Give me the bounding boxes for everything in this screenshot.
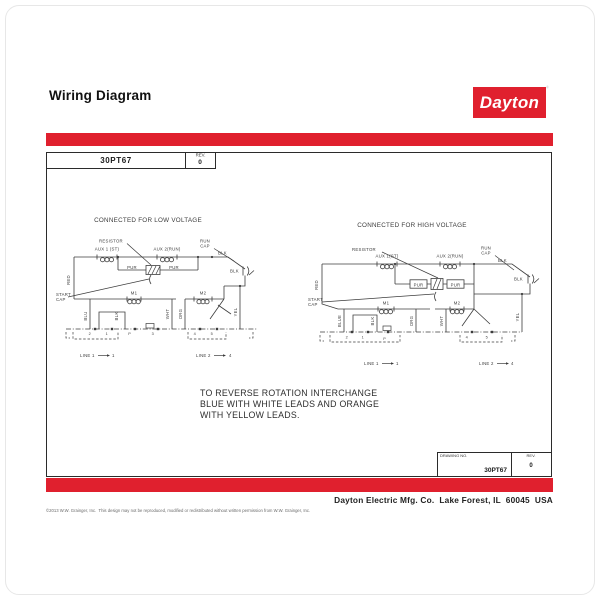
terminal-number: 1 xyxy=(361,335,364,340)
low-voltage-title: CONNECTED FOR LOW VOLTAGE xyxy=(94,217,202,224)
run-cap-symbol xyxy=(528,275,539,284)
aux1-label: AUX 1 (ST) xyxy=(94,246,120,252)
terminal xyxy=(351,331,353,333)
line1-label: LINE 1 xyxy=(364,361,379,366)
page-title: Wiring Diagram xyxy=(49,88,152,103)
blk-top-label: BLK xyxy=(218,250,227,256)
rotation-note-line: WITH YELLOW LEADS. xyxy=(200,410,300,420)
terminal-number: 5 xyxy=(485,335,488,340)
blu-lead-label: BLU xyxy=(83,311,88,321)
company-address: Dayton Electric Mfg. Co. Lake Forest, IL 60045 USA xyxy=(334,495,553,505)
aux2-label: AUX 2(RUN) xyxy=(436,253,464,259)
dayton-logo xyxy=(473,87,546,118)
terminal xyxy=(157,328,159,330)
coil-loop xyxy=(201,300,205,304)
m1-label: M1 xyxy=(130,290,138,296)
coil-loop xyxy=(455,310,459,314)
bracket-end xyxy=(320,335,324,341)
terminal-group-bracket xyxy=(73,332,118,339)
terminal-number: P xyxy=(128,332,131,336)
start-cap-label-1: START xyxy=(308,297,323,302)
title-block xyxy=(437,452,552,477)
terminal-number: 3 xyxy=(151,332,154,336)
wire xyxy=(99,312,125,329)
wire xyxy=(344,309,446,332)
terminal xyxy=(491,331,493,333)
switch-wire xyxy=(210,299,231,319)
line2-label: LINE 2 xyxy=(479,361,494,366)
junction-dot xyxy=(197,256,199,258)
junction-dot xyxy=(211,256,213,258)
yel-lead-label: YEL xyxy=(515,312,520,322)
wire xyxy=(474,284,530,333)
line1-arrowhead xyxy=(107,354,110,357)
start-cap-symbol xyxy=(435,292,437,301)
terminal xyxy=(94,328,96,330)
wire xyxy=(74,257,245,299)
blk-top-label: BLK xyxy=(498,258,507,263)
resistor-pointer xyxy=(127,244,151,266)
coil-loop xyxy=(459,310,463,314)
coil-loop xyxy=(451,310,455,314)
junction-dot xyxy=(117,256,119,258)
junction-dot xyxy=(473,263,475,265)
run-cap-label-1: RUN xyxy=(199,238,211,244)
terminal xyxy=(199,328,201,330)
coil-loop xyxy=(448,265,452,269)
coil-loop xyxy=(385,265,389,269)
junction-dot xyxy=(521,293,523,295)
resistor-hatch xyxy=(148,266,160,274)
coil-loop xyxy=(132,300,136,304)
coil-loop xyxy=(452,265,456,269)
rev-cell xyxy=(185,152,216,169)
terminal xyxy=(367,331,369,333)
line2-label: LINE 2 xyxy=(196,353,211,358)
blk-lead-label: BLK xyxy=(370,316,375,326)
terminal-number: 1 xyxy=(105,332,108,336)
coil-loop xyxy=(205,300,209,304)
red-lead-label: RED xyxy=(314,280,319,290)
wire xyxy=(395,264,474,309)
terminal-number: 5 xyxy=(210,332,213,336)
drawing-number-cell xyxy=(438,453,512,476)
coil-loop xyxy=(380,310,384,314)
start-cap-label-2: CAP xyxy=(56,297,66,302)
terminal-number: 4 xyxy=(465,335,468,340)
bracket-end xyxy=(249,332,253,338)
aux1-label: AUX 1(ST) xyxy=(375,253,399,259)
part-number-cell xyxy=(46,152,186,169)
drawing-number-value: 30PT67 xyxy=(484,467,507,474)
resistor-label: RESISTOR xyxy=(99,238,123,244)
coil-loop xyxy=(197,300,201,304)
aux2-label: AUX 2(RUN) xyxy=(153,246,181,252)
terminal xyxy=(387,331,389,333)
dayton-logo-text: Dayton xyxy=(479,92,540,112)
run-cap-label-1: RUN xyxy=(480,245,492,251)
registered-mark: ® xyxy=(546,85,549,90)
run-cap-label-2: CAP xyxy=(200,243,210,249)
blue-lead-label: BLUE xyxy=(337,314,342,328)
line2-arrowhead xyxy=(506,362,509,365)
terminal-hardware xyxy=(146,324,154,329)
part-number: 30PT67 xyxy=(100,156,132,165)
high-voltage-diagram xyxy=(300,204,552,376)
bottom-red-bar xyxy=(46,478,553,492)
bracket-end xyxy=(66,332,70,338)
bracket-end xyxy=(511,335,515,341)
line2-arrowhead xyxy=(223,354,226,357)
start-cap-label-2: CAP xyxy=(308,302,318,307)
start-cap-pointer xyxy=(322,294,434,302)
line1-terminal: 1 xyxy=(112,353,115,358)
pur-right-label: PUR xyxy=(169,264,179,270)
line2-terminal: 4 xyxy=(229,353,232,358)
resistor-hatch xyxy=(433,279,441,289)
m2-label: M2 xyxy=(453,300,461,306)
coil-loop xyxy=(109,258,113,262)
title-block-rev-cell xyxy=(511,453,551,476)
coil-loop xyxy=(444,265,448,269)
run-cap-symbol xyxy=(243,267,254,276)
coil-loop xyxy=(165,258,169,262)
wht-lead-label: WHT xyxy=(439,315,444,327)
terminal xyxy=(134,328,136,330)
rotation-note-line: TO REVERSE ROTATION INTERCHANGE xyxy=(200,388,378,398)
coil-loop xyxy=(381,265,385,269)
coil-loop xyxy=(136,300,140,304)
coil-loop xyxy=(388,310,392,314)
line1-label: LINE 1 xyxy=(80,353,95,358)
pur-left-label: PUR xyxy=(413,282,424,288)
coil-loop xyxy=(101,258,105,262)
switch-wire xyxy=(462,309,490,326)
start-cap-label-1: START xyxy=(56,292,71,297)
rotation-note xyxy=(200,388,379,421)
org-lead-label: ORG xyxy=(409,315,414,327)
wht-lead-label: WHT xyxy=(165,308,170,320)
terminal-number: 4 xyxy=(193,332,196,336)
coil-loop xyxy=(384,310,388,314)
terminal-group-bracket xyxy=(330,335,400,342)
start-cap-symbol xyxy=(150,275,152,284)
red-lead-label: RED xyxy=(66,275,71,285)
blk-lead-label: BLK xyxy=(114,311,119,321)
wire xyxy=(322,264,530,309)
title-block-rev-value: 0 xyxy=(529,463,533,469)
yel-lead-label: YEL xyxy=(233,307,238,317)
rotation-note-line: BLUE WITH WHITE LEADS AND ORANGE xyxy=(200,399,380,409)
coil-loop xyxy=(161,258,165,262)
drawing-number-label: DRAWING NO. xyxy=(440,453,468,458)
terminal-number: 2 xyxy=(345,335,348,340)
top-red-bar xyxy=(46,133,553,146)
title-block-rev-label: REV. xyxy=(526,453,536,458)
line1-terminal: 1 xyxy=(396,361,399,366)
m1-label: M1 xyxy=(382,300,390,306)
coil-loop xyxy=(389,265,393,269)
terminal xyxy=(471,331,473,333)
rev-label: REV. xyxy=(195,152,205,158)
wire xyxy=(224,276,245,330)
terminal xyxy=(111,328,113,330)
junction-dot xyxy=(239,285,241,287)
copyright-line: ©2013 W.W. Grainger, Inc. This design may not be reproduced, modified or redistributed without written permission from W.W. Grainger, Inc. xyxy=(46,508,311,514)
resistor-label: RESISTOR xyxy=(352,247,376,252)
coil-loop xyxy=(128,300,132,304)
pur-right-label: PUR xyxy=(450,282,461,288)
terminal xyxy=(216,328,218,330)
pur-left-label: PUR xyxy=(127,264,137,270)
org-lead-label: ORG xyxy=(178,308,183,320)
run-cap-label-2: CAP xyxy=(481,250,491,256)
line1-arrowhead xyxy=(391,362,394,365)
low-voltage-diagram xyxy=(48,204,298,372)
terminal-number: P xyxy=(383,337,386,341)
high-voltage-title: CONNECTED FOR HIGH VOLTAGE xyxy=(357,222,467,229)
terminal-number: 2 xyxy=(88,332,91,336)
m2-label: M2 xyxy=(199,290,207,296)
terminal-hardware xyxy=(383,326,391,331)
rev-value: 0 xyxy=(198,159,202,166)
coil-loop xyxy=(105,258,109,262)
coil-loop xyxy=(169,258,173,262)
resistor-symbol xyxy=(431,279,443,290)
blk-cap-label: BLK xyxy=(514,276,523,282)
junction-dot xyxy=(394,263,396,265)
line2-terminal: 4 xyxy=(511,361,514,366)
blk-cap-label: BLK xyxy=(230,268,239,274)
